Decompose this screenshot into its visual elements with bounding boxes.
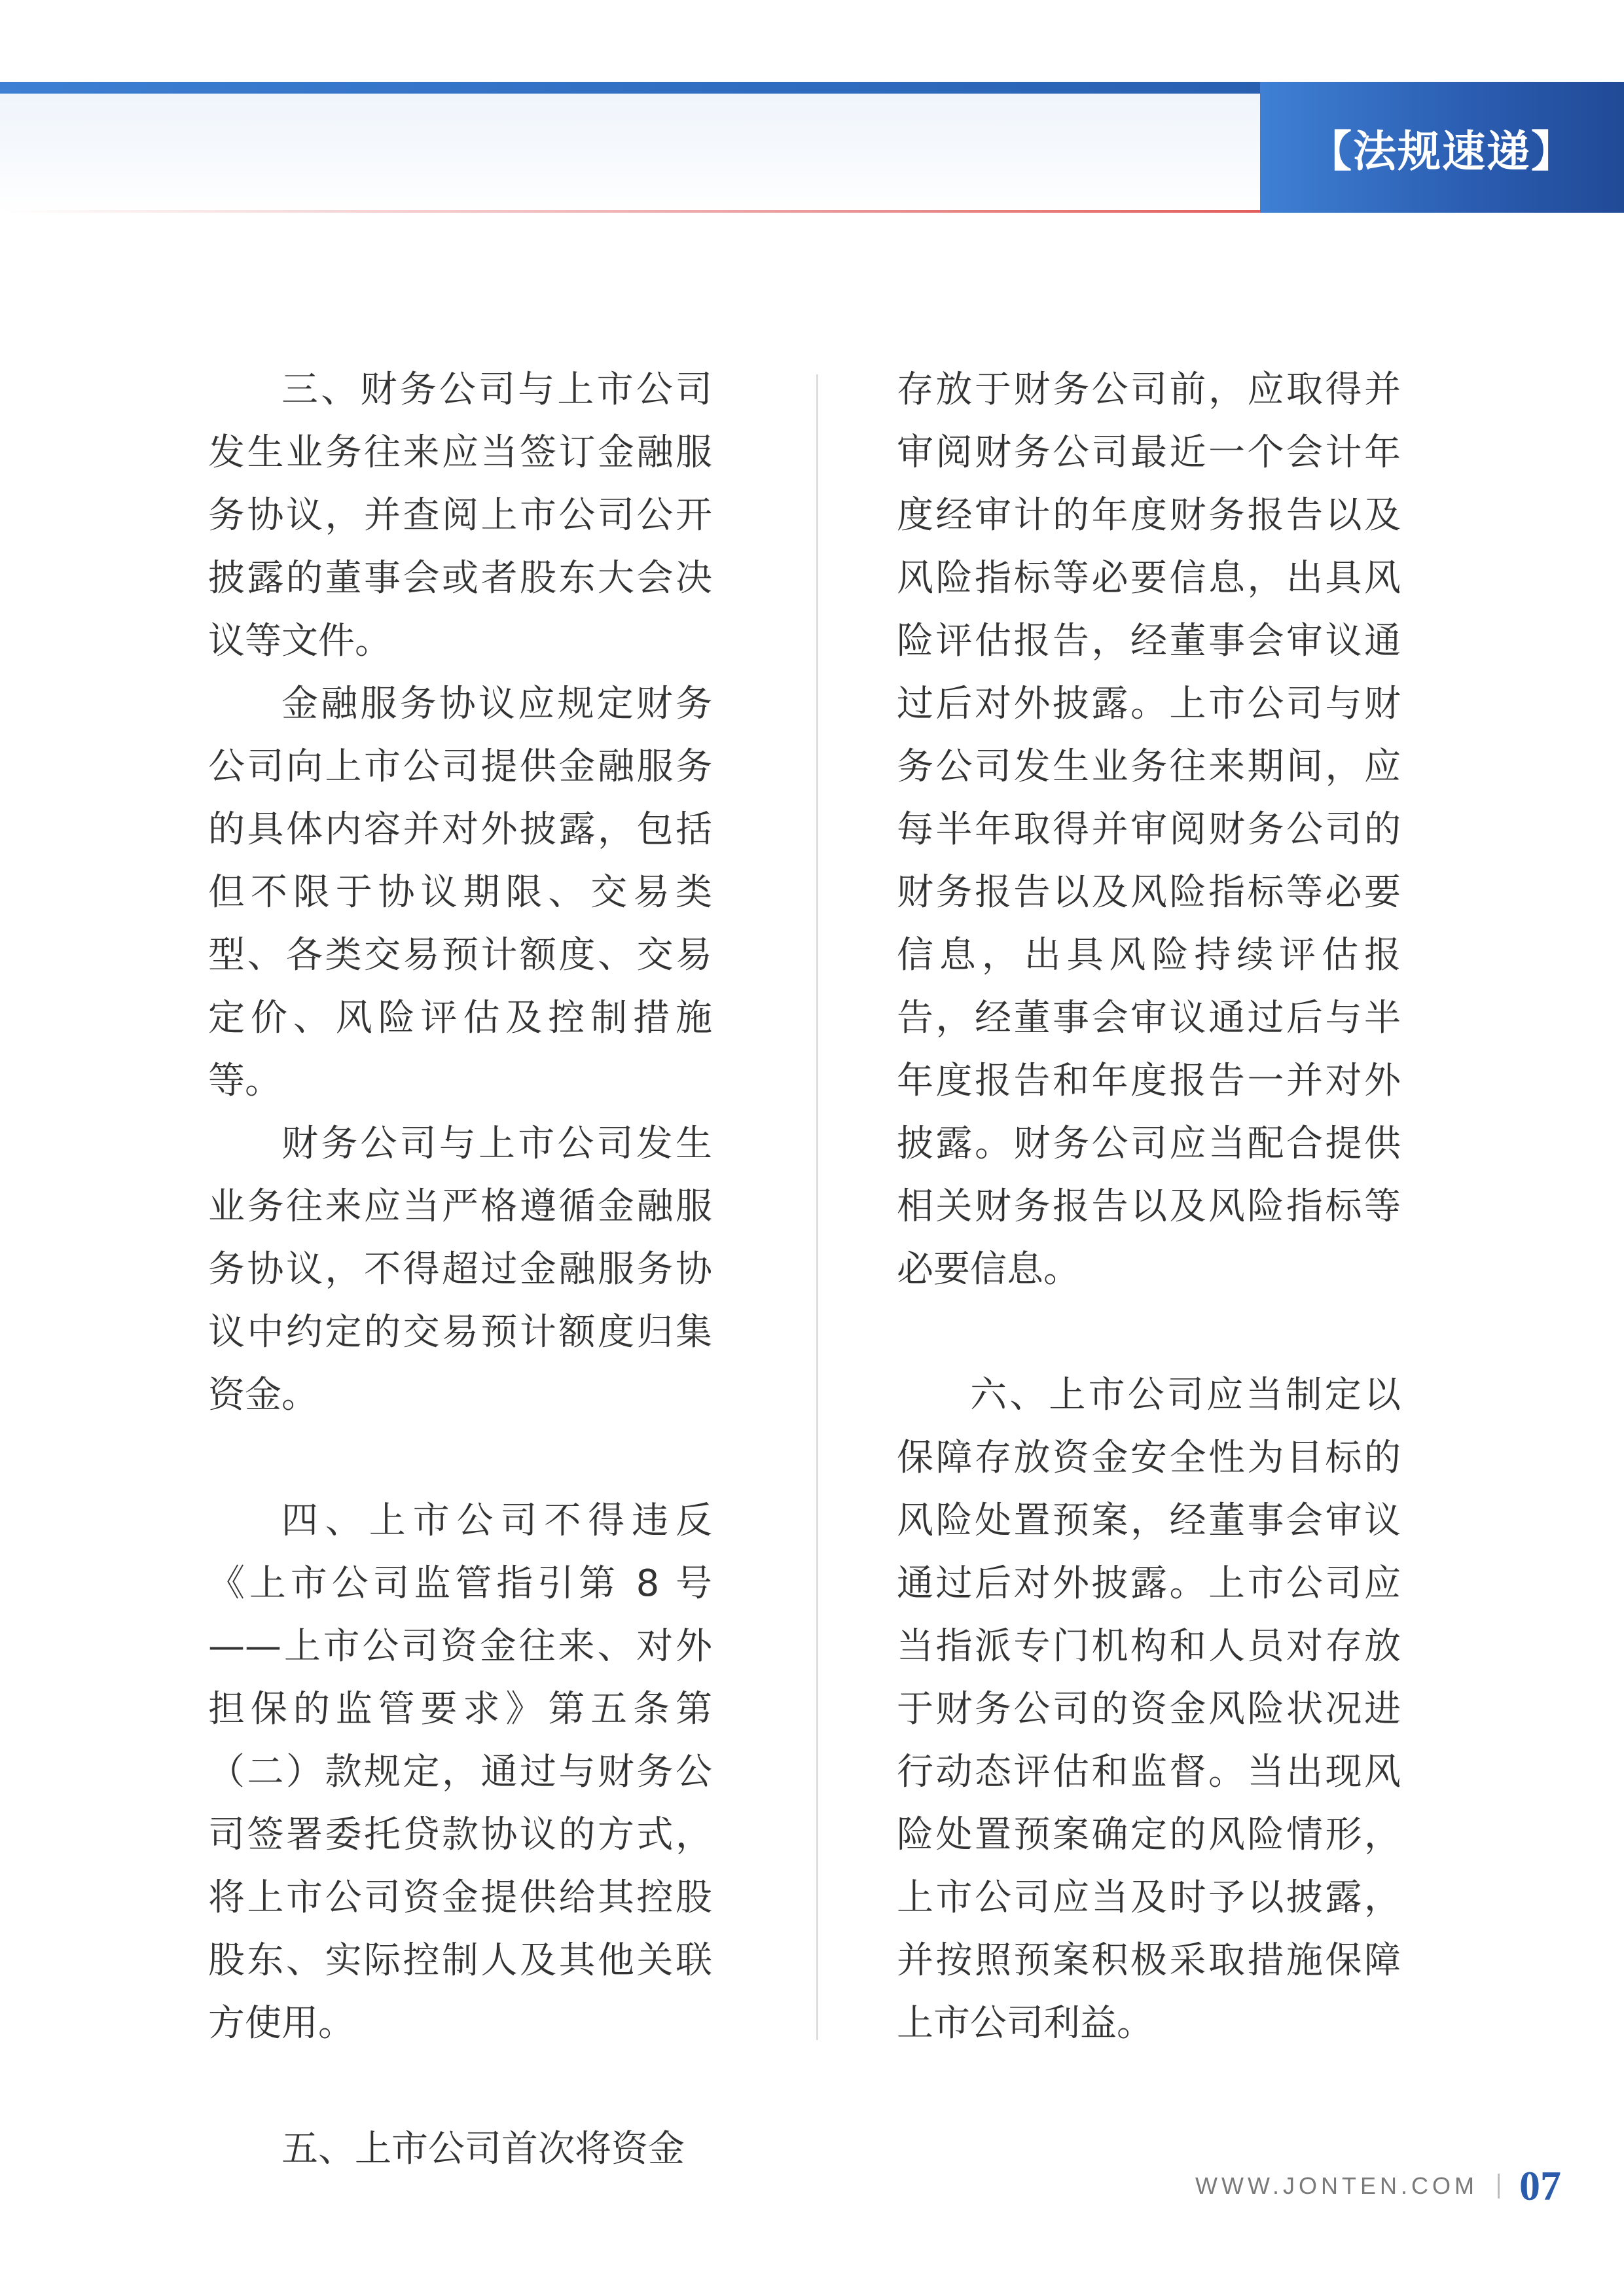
header-band: [0, 82, 1260, 213]
footer-url: WWW.JONTEN.COM: [1195, 2172, 1478, 2199]
section-tab-label: 【法规速递】: [1308, 125, 1576, 177]
column-divider: [816, 374, 818, 2040]
paragraph-item-5-start: 五、上市公司首次将资金: [281, 2128, 685, 2170]
page-number: 07: [1519, 2162, 1561, 2209]
right-column: [897, 359, 1401, 2055]
section-tab: [1260, 82, 1624, 213]
header-underline: [0, 210, 1260, 213]
paragraph-item-3: 三、财务公司与上市公司发生业务往来应当签订金融服务协议，并查阅上市公司公开披露的董事会或者股东大会决议等文件。: [208, 368, 712, 662]
footer-separator: [1498, 2174, 1500, 2198]
paragraph-agreement-compliance: 财务公司与上市公司发生业务往来应当严格遵循金融服务协议，不得超过金融服务协议中约定的交易预计额度归集资金。: [208, 1122, 712, 1416]
paragraph-service-agreement: 金融服务协议应规定财务公司向上市公司提供金融服务的具体内容并对外披露，包括但不限于协议期限、交易类型、各类交易预计额度、交易定价、风险评估及控制措施等。: [208, 683, 712, 1102]
left-column: [208, 359, 712, 2181]
paragraph-item-5-continued: 存放于财务公司前，应取得并审阅财务公司最近一个会计年度经审计的年度财务报告以及风险指标等必要信息，出具风险评估报告，经董事会审议通过后对外披露。上市公司与财务公司发生业务往来期间，应每半年取得并审阅财务公司的财务报告以及风险指标等必要信息，出具风险持续评估报告，经董事会审议通过后与半年度报告和年度报告一并对外披露。财务公司应当配合提供相关财务报告以及风险指标等必要信息。: [897, 368, 1401, 1291]
page-footer: [1195, 2160, 1561, 2212]
paragraph-item-4: 四、上市公司不得违反《上市公司监管指引第 8 号——上市公司资金往来、对外担保的监管要求》第五条第（二）款规定，通过与财务公司签署委托贷款协议的方式，将上市公司资金提供给其控股股东、实际控制人及其他关联方使用。: [208, 1499, 712, 2045]
paragraph-item-6: 六、上市公司应当制定以保障存放资金安全性为目标的风险处置预案，经董事会审议通过后对外披露。上市公司应当指派专门机构和人员对存放于财务公司的资金风险状况进行动态评估和监督。当出现风险处置预案确定的风险情形，上市公司应当及时予以披露，并按照预案积极采取措施保障上市公司利益。: [897, 1374, 1401, 2045]
header-top-line: [0, 82, 1260, 94]
